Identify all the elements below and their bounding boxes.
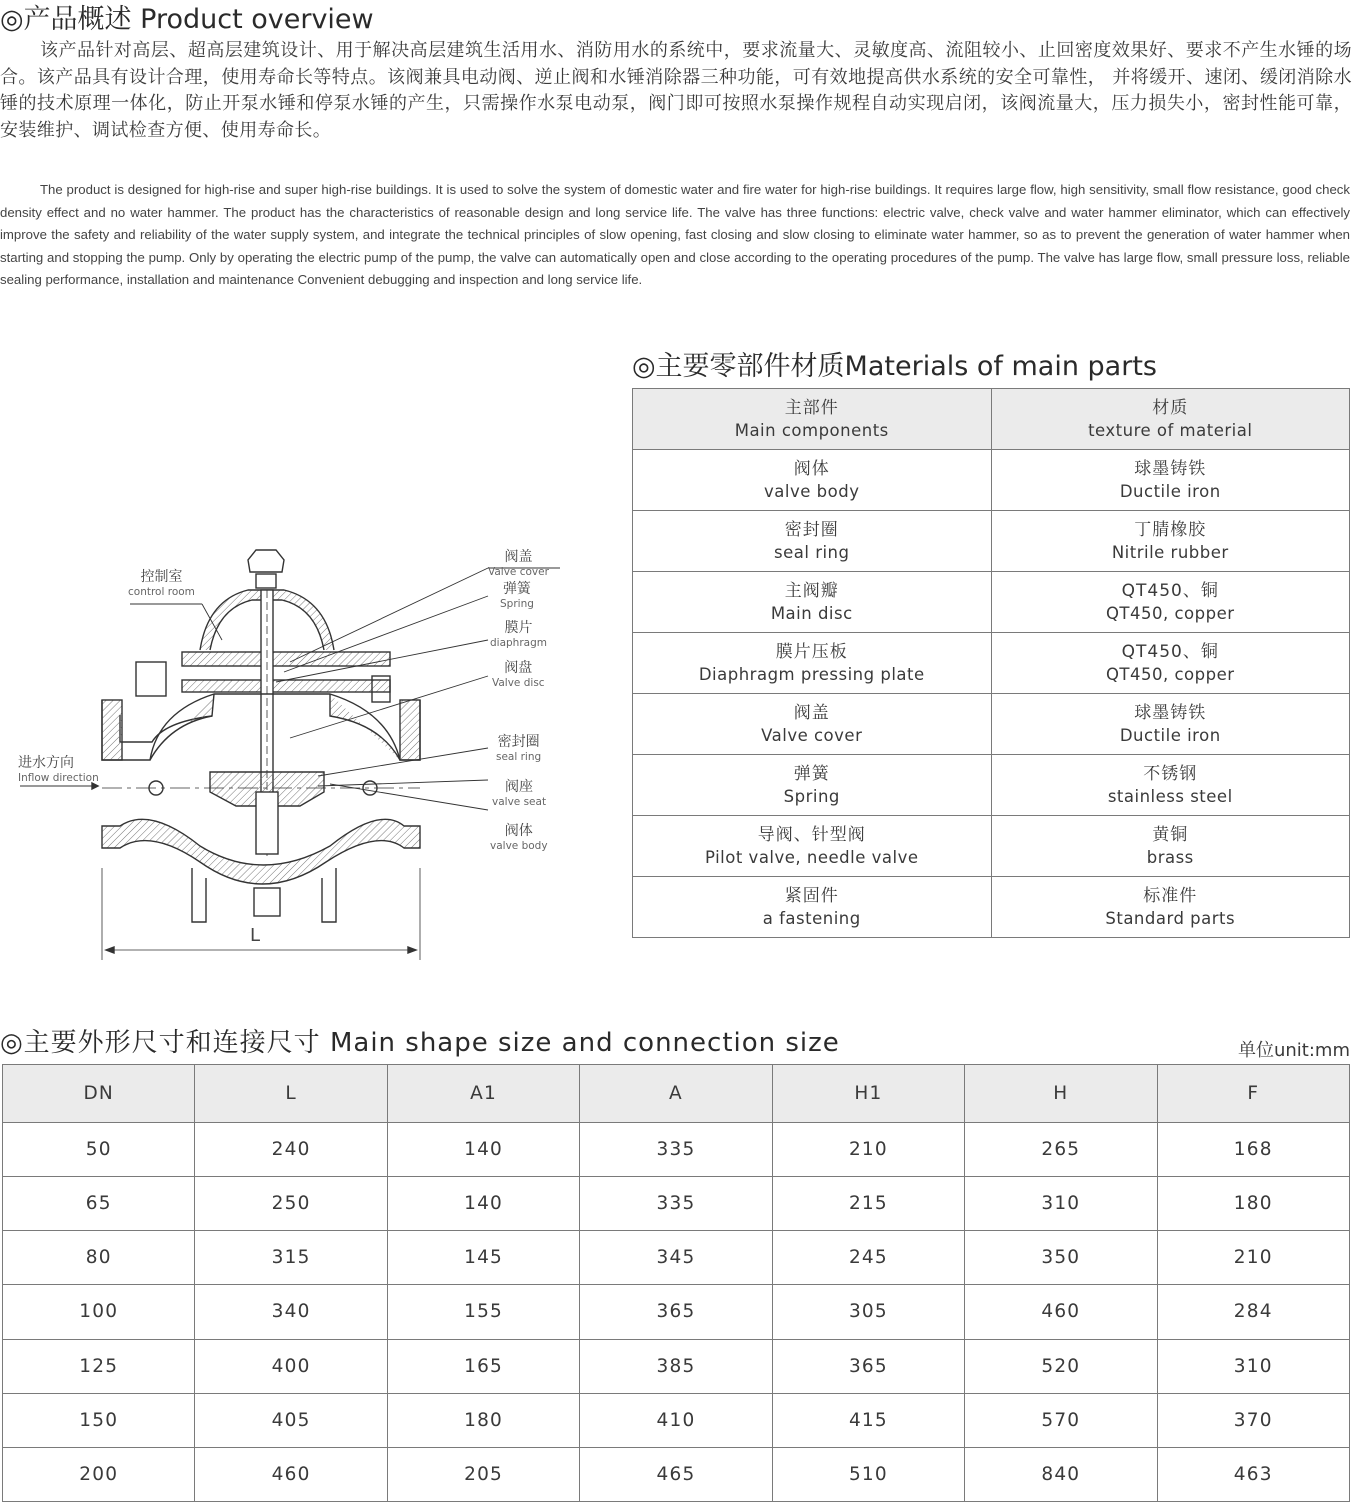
overview-en-text: The product is designed for high-rise and super high-rise buildings. It is used to solve the system of domestic water and fire water for high-rise buildings. It requires large flow, high sensitivity, small flow resistance, good check density effect and no water hammer. The product has the characteristics of reasonable design and long service life. The valve has three functions: electric valve, check valve and water hammer eliminator, which can effectively improve the safety and reliability of the water supply system, and integrate the technical principles of slow opening, fast closing and slow closing to eliminate water hammer, so as to prevent the generation of water hammer when starting and stopping the pump. Only by operating the electric pump of the pump, the valve can automatically open and close according to the operating procedures of the pump. The valve has large flow, small pressure loss, reliable sealing performance, installation and maintenance Convenient debugging and inspection and long service life. xyxy=(0,182,1350,287)
header-cell: A xyxy=(580,1065,772,1123)
part-cell: 导阀、针型阀 Pilot valve, needle valve xyxy=(633,816,992,877)
table-cell: 350 xyxy=(965,1231,1157,1285)
material-cell: 不锈钢 stainless steel xyxy=(991,755,1350,816)
table-row xyxy=(633,816,1350,877)
table-cell: 400 xyxy=(195,1339,387,1393)
table-cell: 140 xyxy=(387,1123,579,1177)
table-cell: 510 xyxy=(772,1447,964,1501)
part-cell: 紧固件 a fastening xyxy=(633,877,992,938)
table-cell: 465 xyxy=(580,1447,772,1501)
material-cell: 球墨铸铁 Ductile iron xyxy=(991,694,1350,755)
materials-header-texture: 材质 texture of material xyxy=(991,389,1350,450)
table-cell: 370 xyxy=(1157,1393,1349,1447)
table-cell: 284 xyxy=(1157,1285,1349,1339)
table-cell: 250 xyxy=(195,1177,387,1231)
table-cell: 80 xyxy=(3,1231,195,1285)
table-cell: 125 xyxy=(3,1339,195,1393)
table-row xyxy=(3,1339,1350,1393)
table-cell: 100 xyxy=(3,1285,195,1339)
part-cell: 弹簧 Spring xyxy=(633,755,992,816)
label-control-room: 控制室 control room xyxy=(128,569,195,598)
label-valve-seat: 阀座 valve seat xyxy=(492,779,547,808)
table-row xyxy=(633,511,1350,572)
material-cell: QT450、铜 QT450, copper xyxy=(991,633,1350,694)
part-cell: 主阀瓣 Main disc xyxy=(633,572,992,633)
table-cell: 520 xyxy=(965,1339,1157,1393)
table-cell: 155 xyxy=(387,1285,579,1339)
materials-title: ◎主要零部件材质Materials of main parts xyxy=(632,351,1157,382)
dimension-L-label: L xyxy=(250,925,261,946)
table-row xyxy=(3,1231,1350,1285)
table-cell: 245 xyxy=(772,1231,964,1285)
table-row xyxy=(633,755,1350,816)
part-cell: 膜片压板 Diaphragm pressing plate xyxy=(633,633,992,694)
header-cell: H1 xyxy=(772,1065,964,1123)
materials-table xyxy=(632,388,1350,938)
materials-header-row xyxy=(633,389,1350,450)
table-row xyxy=(3,1447,1350,1501)
table-cell: 150 xyxy=(3,1393,195,1447)
table-cell: 50 xyxy=(3,1123,195,1177)
table-cell: 240 xyxy=(195,1123,387,1177)
part-cell: 阀体 valve body xyxy=(633,450,992,511)
header-cell: A1 xyxy=(387,1065,579,1123)
unit-label: 单位unit:mm xyxy=(1237,1040,1350,1061)
table-cell: 200 xyxy=(3,1447,195,1501)
table-row xyxy=(3,1123,1350,1177)
table-cell: 335 xyxy=(580,1177,772,1231)
material-cell: 丁腈橡胶 Nitrile rubber xyxy=(991,511,1350,572)
material-cell: 球墨铸铁 Ductile iron xyxy=(991,450,1350,511)
table-cell: 145 xyxy=(387,1231,579,1285)
dimensions-table xyxy=(2,1064,1350,1502)
table-cell: 460 xyxy=(965,1285,1157,1339)
table-cell: 365 xyxy=(580,1285,772,1339)
header-cell: L xyxy=(195,1065,387,1123)
part-cell: 密封圈 seal ring xyxy=(633,511,992,572)
table-cell: 205 xyxy=(387,1447,579,1501)
table-cell: 215 xyxy=(772,1177,964,1231)
table-cell: 415 xyxy=(772,1393,964,1447)
label-diaphragm: 膜片 diaphragm xyxy=(490,620,547,649)
table-cell: 180 xyxy=(1157,1177,1349,1231)
header-cell: H xyxy=(965,1065,1157,1123)
table-cell: 570 xyxy=(965,1393,1157,1447)
label-seal-ring: 密封圈 seal ring xyxy=(496,734,542,763)
table-row xyxy=(633,572,1350,633)
table-row xyxy=(3,1177,1350,1231)
table-cell: 65 xyxy=(3,1177,195,1231)
table-cell: 385 xyxy=(580,1339,772,1393)
table-cell: 460 xyxy=(195,1447,387,1501)
label-inflow-direction: 进水方向 Inflow direction xyxy=(18,755,99,784)
label-valve-disc: 阀盘 Valve disc xyxy=(492,660,545,689)
table-cell: 315 xyxy=(195,1231,387,1285)
table-cell: 305 xyxy=(772,1285,964,1339)
table-cell: 335 xyxy=(580,1123,772,1177)
label-valve-body: 阀体 valve body xyxy=(490,823,548,852)
table-cell: 365 xyxy=(772,1339,964,1393)
table-cell: 165 xyxy=(387,1339,579,1393)
header-cell: DN xyxy=(3,1065,195,1123)
table-row xyxy=(633,694,1350,755)
table-cell: 210 xyxy=(772,1123,964,1177)
material-cell: QT450、铜 QT450, copper xyxy=(991,572,1350,633)
table-cell: 140 xyxy=(387,1177,579,1231)
table-cell: 840 xyxy=(965,1447,1157,1501)
table-cell: 265 xyxy=(965,1123,1157,1177)
table-cell: 340 xyxy=(195,1285,387,1339)
dimensions-header-row xyxy=(3,1065,1350,1123)
table-row xyxy=(633,633,1350,694)
table-row xyxy=(3,1285,1350,1339)
overview-cn-text: 该产品针对高层、超高层建筑设计、用于解决高层建筑生活用水、消防用水的系统中，要求流量大、灵敏度高、流阻较小、止回密度效果好、要求不产生水锤的场合。该产品具有设计合理，使用寿命长等特点。该阀兼具电动阀、逆止阀和水锤消除器三种功能，可有效地提高供水系统的安全可靠性， 并将缓开、速闭、缓闭消除水锤的技术原理一体化，防止开泵水锤和停泵水锤的产生，只需操作水泵电动泵，阀门即可按照水泵操作规程自动实现启闭，该阀流量大，压力损失小，密封性能可靠，安装维护、调试检查方便、使用寿命长。 xyxy=(0,40,1352,141)
part-cell: 阀盖 Valve cover xyxy=(633,694,992,755)
table-cell: 210 xyxy=(1157,1231,1349,1285)
table-row xyxy=(633,877,1350,938)
table-cell: 345 xyxy=(580,1231,772,1285)
overview-title: ◎产品概述 Product overview xyxy=(0,4,374,35)
label-valve-cover: 阀盖 Valve cover xyxy=(488,549,549,578)
table-cell: 310 xyxy=(965,1177,1157,1231)
label-spring: 弹簧 Spring xyxy=(500,581,534,610)
table-cell: 410 xyxy=(580,1393,772,1447)
table-cell: 180 xyxy=(387,1393,579,1447)
table-row xyxy=(3,1393,1350,1447)
material-cell: 标准件 Standard parts xyxy=(991,877,1350,938)
table-cell: 463 xyxy=(1157,1447,1349,1501)
header-cell: F xyxy=(1157,1065,1349,1123)
materials-header-components: 主部件 Main components xyxy=(633,389,992,450)
table-cell: 310 xyxy=(1157,1339,1349,1393)
table-cell: 168 xyxy=(1157,1123,1349,1177)
table-row xyxy=(633,450,1350,511)
material-cell: 黄铜 brass xyxy=(991,816,1350,877)
dimensions-title: ◎主要外形尺寸和连接尺寸 Main shape size and connection size xyxy=(0,1028,840,1058)
table-cell: 405 xyxy=(195,1393,387,1447)
